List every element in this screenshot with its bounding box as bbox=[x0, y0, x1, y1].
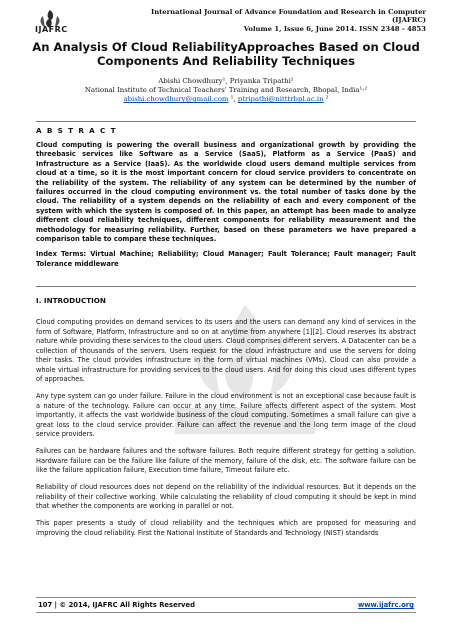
section-heading-introduction: I. INTRODUCTION bbox=[36, 296, 106, 305]
author-block bbox=[22, 77, 430, 105]
footer-copyright: 107 | © 2014, IJAFRC All Rights Reserved bbox=[38, 601, 195, 609]
introduction-body bbox=[36, 318, 416, 546]
journal-volume: Volume 1, Issue 6, June 2014. ISSN 2348 - 4853 bbox=[243, 24, 426, 33]
author-names: Abishi Chowdhury¹, Priyanka Tripathi² bbox=[158, 77, 294, 85]
page-footer bbox=[36, 597, 416, 613]
title-line-1: An Analysis Of Cloud ReliabilityApproaches Based on Cloud bbox=[32, 40, 420, 54]
abstract-heading: A B S T R A C T bbox=[36, 126, 117, 135]
abstract-body bbox=[36, 141, 416, 275]
email-link-2[interactable]: ptripathi@nitttrbpl.ac.in bbox=[237, 95, 324, 104]
author-emails bbox=[22, 95, 430, 104]
email-link-1[interactable]: abishi.chowdhury@gmail.com bbox=[123, 95, 229, 104]
journal-header bbox=[126, 8, 426, 33]
email-separator-1: ¹, bbox=[228, 95, 238, 104]
journal-name: International Journal of Advance Foundation and Research in Computer (IJAFRC) bbox=[151, 8, 426, 25]
affiliation: National Institute of Technical Teachers' Training and Research, Bhopal, India¹˒² bbox=[84, 86, 368, 95]
abstract-text: Cloud computing is powering the overall business and organizational growth by providing the threebasic services like Software as a Service (SaaS), Platform as a Service (PaaS) and Infrastructure as a Service (IaaS). As the worldwide cloud users demand multiple services from cloud at a time, so it is the most important concern for cloud service providers to concentrate on the reliability of the system. The reliability of any system can be determined by the number of failures occurred in the cloud computing environment vs. the total number of tasks done by the cloud. The reliability of a system depends on the reliability of each and every component of the system with which the system is composed of. In this paper, an attempt has been made to analyze different cloud reliability techniques, different components for reliability measurement and the methodology for measuring reliability. Further, based on these parameters we have prepared a comparison table to compare these techniques. bbox=[36, 141, 416, 244]
title-line-2: Components And Reliability Techniques bbox=[96, 54, 356, 68]
divider-abstract bbox=[36, 286, 416, 287]
email-separator-2: ² bbox=[323, 95, 329, 104]
paragraph: Any type system can go under failure. Failure in the cloud environment is not an exceptional case because fault is a nature of the technology. Failure can occur at any time. Failure affects different aspect of the system. Most importantly, it affects the vast worldwide business of the cloud computing. Sometimes a small failure can give a great loss to the cloud service provider. Failure can affect the revenue and the long term image of the cloud service providers. bbox=[36, 392, 416, 438]
paper-title bbox=[22, 40, 430, 68]
divider-top bbox=[36, 121, 416, 122]
paragraph: Cloud computing provides on demand services to its users and the users can demand any kind of services in the form of Software, Platform, Infrastructure and so on at anytime from anywhere [1][2]. Cloud reserves its abstract nature while providing these services to the cloud users. Cloud comprises different servers. A Datacenter can be a collection of thousands of the servers. Users request for the cloud infrastructure and use the servers for doing their tasks. The cloud provides infrastructure in the form of virtual machines (VMs). Cloud can also provide a whole virtual infrastructure for providing services to the cloud users. And for doing this cloud uses different types of approaches. bbox=[36, 318, 416, 383]
paragraph: Failures can be hardware failures and the software failures. Both require different strategy for getting a solution. Hardware failure can be the failure like failure of the memory, failure of the disk, etc. The software failure can be like the failure application failure, Execution time failure, Timeout failure etc. bbox=[36, 447, 416, 474]
index-terms: Index Terms: Virtual Machine; Reliability; Cloud Manager; Fault Tolerance; Fault manager; Fault Tolerance middleware bbox=[36, 250, 416, 268]
logo-text: IJAFRC bbox=[35, 25, 68, 34]
footer-website-link[interactable]: www.ijafrc.org bbox=[357, 601, 414, 609]
paragraph: Reliability of cloud resources does not depend on the reliability of the individual resources. But it depends on the reliability of their collective working. While calculating the reliability of cloud computing it should be kept in mind that whether the components are working in parallel or not. bbox=[36, 483, 416, 510]
paragraph: This paper presents a study of cloud reliability and the techniques which are proposed for measuring and improving the cloud reliability. First the National Institute of Standards and Technology (NIST) standards bbox=[36, 519, 416, 537]
